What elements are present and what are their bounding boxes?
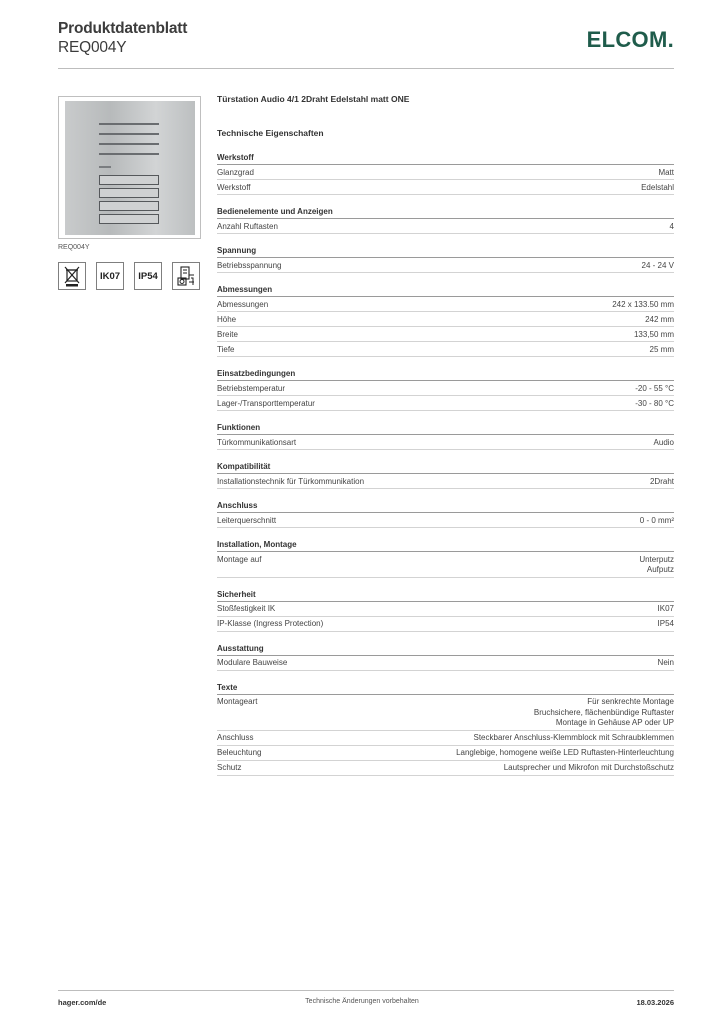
- speaker-grille-line: [99, 153, 159, 155]
- ik-rating-text: IK07: [99, 270, 121, 282]
- footer-website: hager.com/de: [58, 998, 107, 1007]
- spec-row: [217, 165, 674, 180]
- spec-label: Installationstechnik für Türkommunikation: [217, 476, 365, 486]
- spec-value-line: Aufputz: [646, 565, 674, 574]
- speaker-grille-line: [99, 133, 159, 135]
- spec-group: [217, 501, 674, 528]
- spec-value-line: 24 - 24 V: [641, 260, 674, 270]
- header-divider: [58, 68, 674, 69]
- spec-label: IP-Klasse (Ingress Protection): [217, 619, 324, 628]
- image-caption: REQ004Y: [58, 244, 90, 251]
- spec-value-line: Audio: [653, 437, 674, 447]
- spec-value-line: 2Draht: [649, 476, 674, 486]
- spec-value-line: Bruchsichere, flächenbündige Ruftaster: [533, 707, 674, 717]
- spec-row: [217, 312, 674, 327]
- spec-row: [217, 435, 674, 450]
- elcom-logo: ELCOM.: [586, 27, 674, 52]
- spec-value-line: -20 - 55 °C: [635, 383, 674, 393]
- spec-row: [217, 474, 674, 489]
- spec-value: [236, 315, 674, 326]
- spec-value: [296, 438, 674, 449]
- spec-row: [217, 552, 674, 578]
- document-title: Produktdatenblatt: [58, 20, 188, 37]
- spec-value-line: Montage in Gehäuse AP oder UP: [555, 718, 674, 727]
- spec-label: Betriebsspannung: [217, 260, 282, 270]
- ip-rating-text: IP54: [138, 270, 158, 282]
- surface-mount-icon: [172, 262, 200, 290]
- footer-date: 18.03.2026: [636, 998, 674, 1007]
- spec-label: Schutz: [217, 763, 242, 772]
- spec-label: Leiterquerschnitt: [217, 515, 277, 525]
- spec-label: Abmessungen: [217, 299, 269, 309]
- spec-label: Anschluss: [217, 733, 254, 742]
- spec-value: [238, 330, 674, 341]
- spec-value-line: 0 - 0 mm²: [639, 515, 674, 525]
- spec-value-line: Unterputz: [639, 554, 674, 564]
- footer-note: Technische Änderungen vorbehalten: [305, 998, 419, 1005]
- call-button: [99, 201, 159, 211]
- spec-group-title: Installation, Montage: [217, 540, 674, 552]
- spec-groups: [217, 153, 674, 776]
- spec-value-line: 242 mm: [645, 314, 674, 324]
- spec-group-title: Abmessungen: [217, 285, 674, 297]
- spec-value: [276, 516, 674, 527]
- spec-group: [217, 540, 674, 578]
- spec-group-title: Ausstattung: [217, 644, 674, 656]
- spec-label: Betriebstemperatur: [217, 383, 286, 393]
- spec-label: Lager-/Transporttemperatur: [217, 398, 315, 408]
- spec-value: [364, 477, 674, 488]
- spec-value-line: Matt: [658, 167, 674, 177]
- spec-row: [217, 656, 674, 671]
- spec-group-title: Bedienelemente und Anzeigen: [217, 207, 674, 219]
- spec-value-line: Langlebige, homogene weiße LED Ruftasten-Hinterleuchtung: [456, 748, 674, 757]
- microphone-slot: [99, 166, 111, 168]
- spec-group: [217, 285, 674, 357]
- spec-row: [217, 219, 674, 234]
- spec-value-line: IP54: [657, 619, 674, 628]
- spec-content: [217, 94, 674, 776]
- spec-group-title: Texte: [217, 683, 674, 695]
- spec-row: [217, 297, 674, 312]
- spec-value: [278, 222, 674, 233]
- spec-group: [217, 246, 674, 273]
- ik-rating-badge: [96, 262, 124, 290]
- spec-group: [217, 590, 674, 632]
- spec-value: [257, 697, 674, 729]
- spec-value: [253, 733, 674, 744]
- spec-value-line: -30 - 80 °C: [635, 398, 674, 408]
- door-station-panel: [65, 101, 195, 235]
- spec-row: [217, 327, 674, 342]
- spec-value-line: Nein: [657, 658, 674, 667]
- weee-crossed-bin-icon: [58, 262, 86, 290]
- spec-value: [323, 619, 674, 630]
- spec-value: [261, 748, 674, 759]
- spec-group-title: Werkstoff: [217, 153, 674, 165]
- spec-value-line: 4: [669, 221, 674, 231]
- spec-value-line: IK07: [657, 604, 674, 613]
- spec-value-line: 25 mm: [649, 344, 674, 354]
- spec-value: [282, 261, 675, 272]
- spec-row: [217, 761, 674, 776]
- spec-row: [217, 258, 674, 273]
- spec-value: [287, 658, 674, 669]
- spec-value: [261, 555, 674, 576]
- call-button: [99, 188, 159, 198]
- spec-label: Höhe: [217, 314, 237, 324]
- spec-label: Türkommunikationsart: [217, 437, 297, 447]
- spec-row: [217, 617, 674, 632]
- spec-group: [217, 462, 674, 489]
- spec-group-title: Sicherheit: [217, 590, 674, 602]
- spec-value: [254, 168, 674, 179]
- spec-label: Beleuchtung: [217, 748, 262, 757]
- spec-label: Anzahl Ruftasten: [217, 221, 278, 231]
- spec-label: Modulare Bauweise: [217, 658, 288, 667]
- spec-label: Tiefe: [217, 344, 235, 354]
- spec-label: Montage auf: [217, 554, 262, 564]
- spec-row: [217, 396, 674, 411]
- spec-value: [241, 763, 674, 774]
- spec-value-line: Steckbarer Anschluss-Klemmblock mit Schraubklemmen: [473, 733, 674, 742]
- ip-rating-badge: [134, 262, 162, 290]
- call-button: [99, 175, 159, 185]
- spec-value: [268, 300, 674, 311]
- spec-row: [217, 602, 674, 617]
- spec-row: [217, 513, 674, 528]
- spec-row: [217, 180, 674, 195]
- spec-row: [217, 731, 674, 746]
- spec-group: [217, 683, 674, 776]
- spec-value-line: Edelstahl: [641, 182, 674, 192]
- spec-label: Glanzgrad: [217, 167, 254, 177]
- spec-group: [217, 369, 674, 411]
- speaker-grille-line: [99, 123, 159, 125]
- spec-group: [217, 423, 674, 450]
- spec-group-title: Anschluss: [217, 501, 674, 513]
- spec-label: Breite: [217, 329, 238, 339]
- spec-group-title: Funktionen: [217, 423, 674, 435]
- spec-row: [217, 746, 674, 761]
- certification-icons: [58, 262, 208, 293]
- spec-group-title: Spannung: [217, 246, 674, 258]
- section-heading: Technische Eigenschaften: [217, 128, 324, 138]
- spec-group-title: Einsatzbedingungen: [217, 369, 674, 381]
- footer-divider: [58, 990, 674, 991]
- spec-label: Stoßfestigkeit IK: [217, 604, 276, 613]
- spec-group: [217, 153, 674, 195]
- spec-value-line: Lautsprecher und Mikrofon mit Durchstoßschutz: [503, 763, 674, 772]
- spec-value: [315, 399, 674, 410]
- spec-value: [285, 384, 674, 395]
- spec-value-line: 133,50 mm: [633, 329, 674, 339]
- document-header: [58, 20, 674, 70]
- spec-row: [217, 381, 674, 396]
- spec-row: [217, 695, 674, 731]
- spec-group: [217, 644, 674, 671]
- spec-row: [217, 342, 674, 357]
- spec-value-line: 242 x 133.50 mm: [612, 299, 674, 309]
- speaker-grille-line: [99, 143, 159, 145]
- product-code: REQ004Y: [58, 39, 127, 56]
- product-image: [58, 96, 201, 239]
- spec-label: Montageart: [217, 697, 258, 706]
- spec-value: [235, 345, 675, 356]
- spec-label: Werkstoff: [217, 182, 251, 192]
- spec-value: [275, 604, 674, 615]
- call-button: [99, 214, 159, 224]
- spec-group: [217, 207, 674, 234]
- spec-value-line: Für senkrechte Montage: [587, 697, 674, 706]
- spec-value: [251, 183, 675, 194]
- product-name: Türstation Audio 4/1 2Draht Edelstahl matt ONE: [217, 94, 410, 104]
- spec-group-title: Kompatibilität: [217, 462, 674, 474]
